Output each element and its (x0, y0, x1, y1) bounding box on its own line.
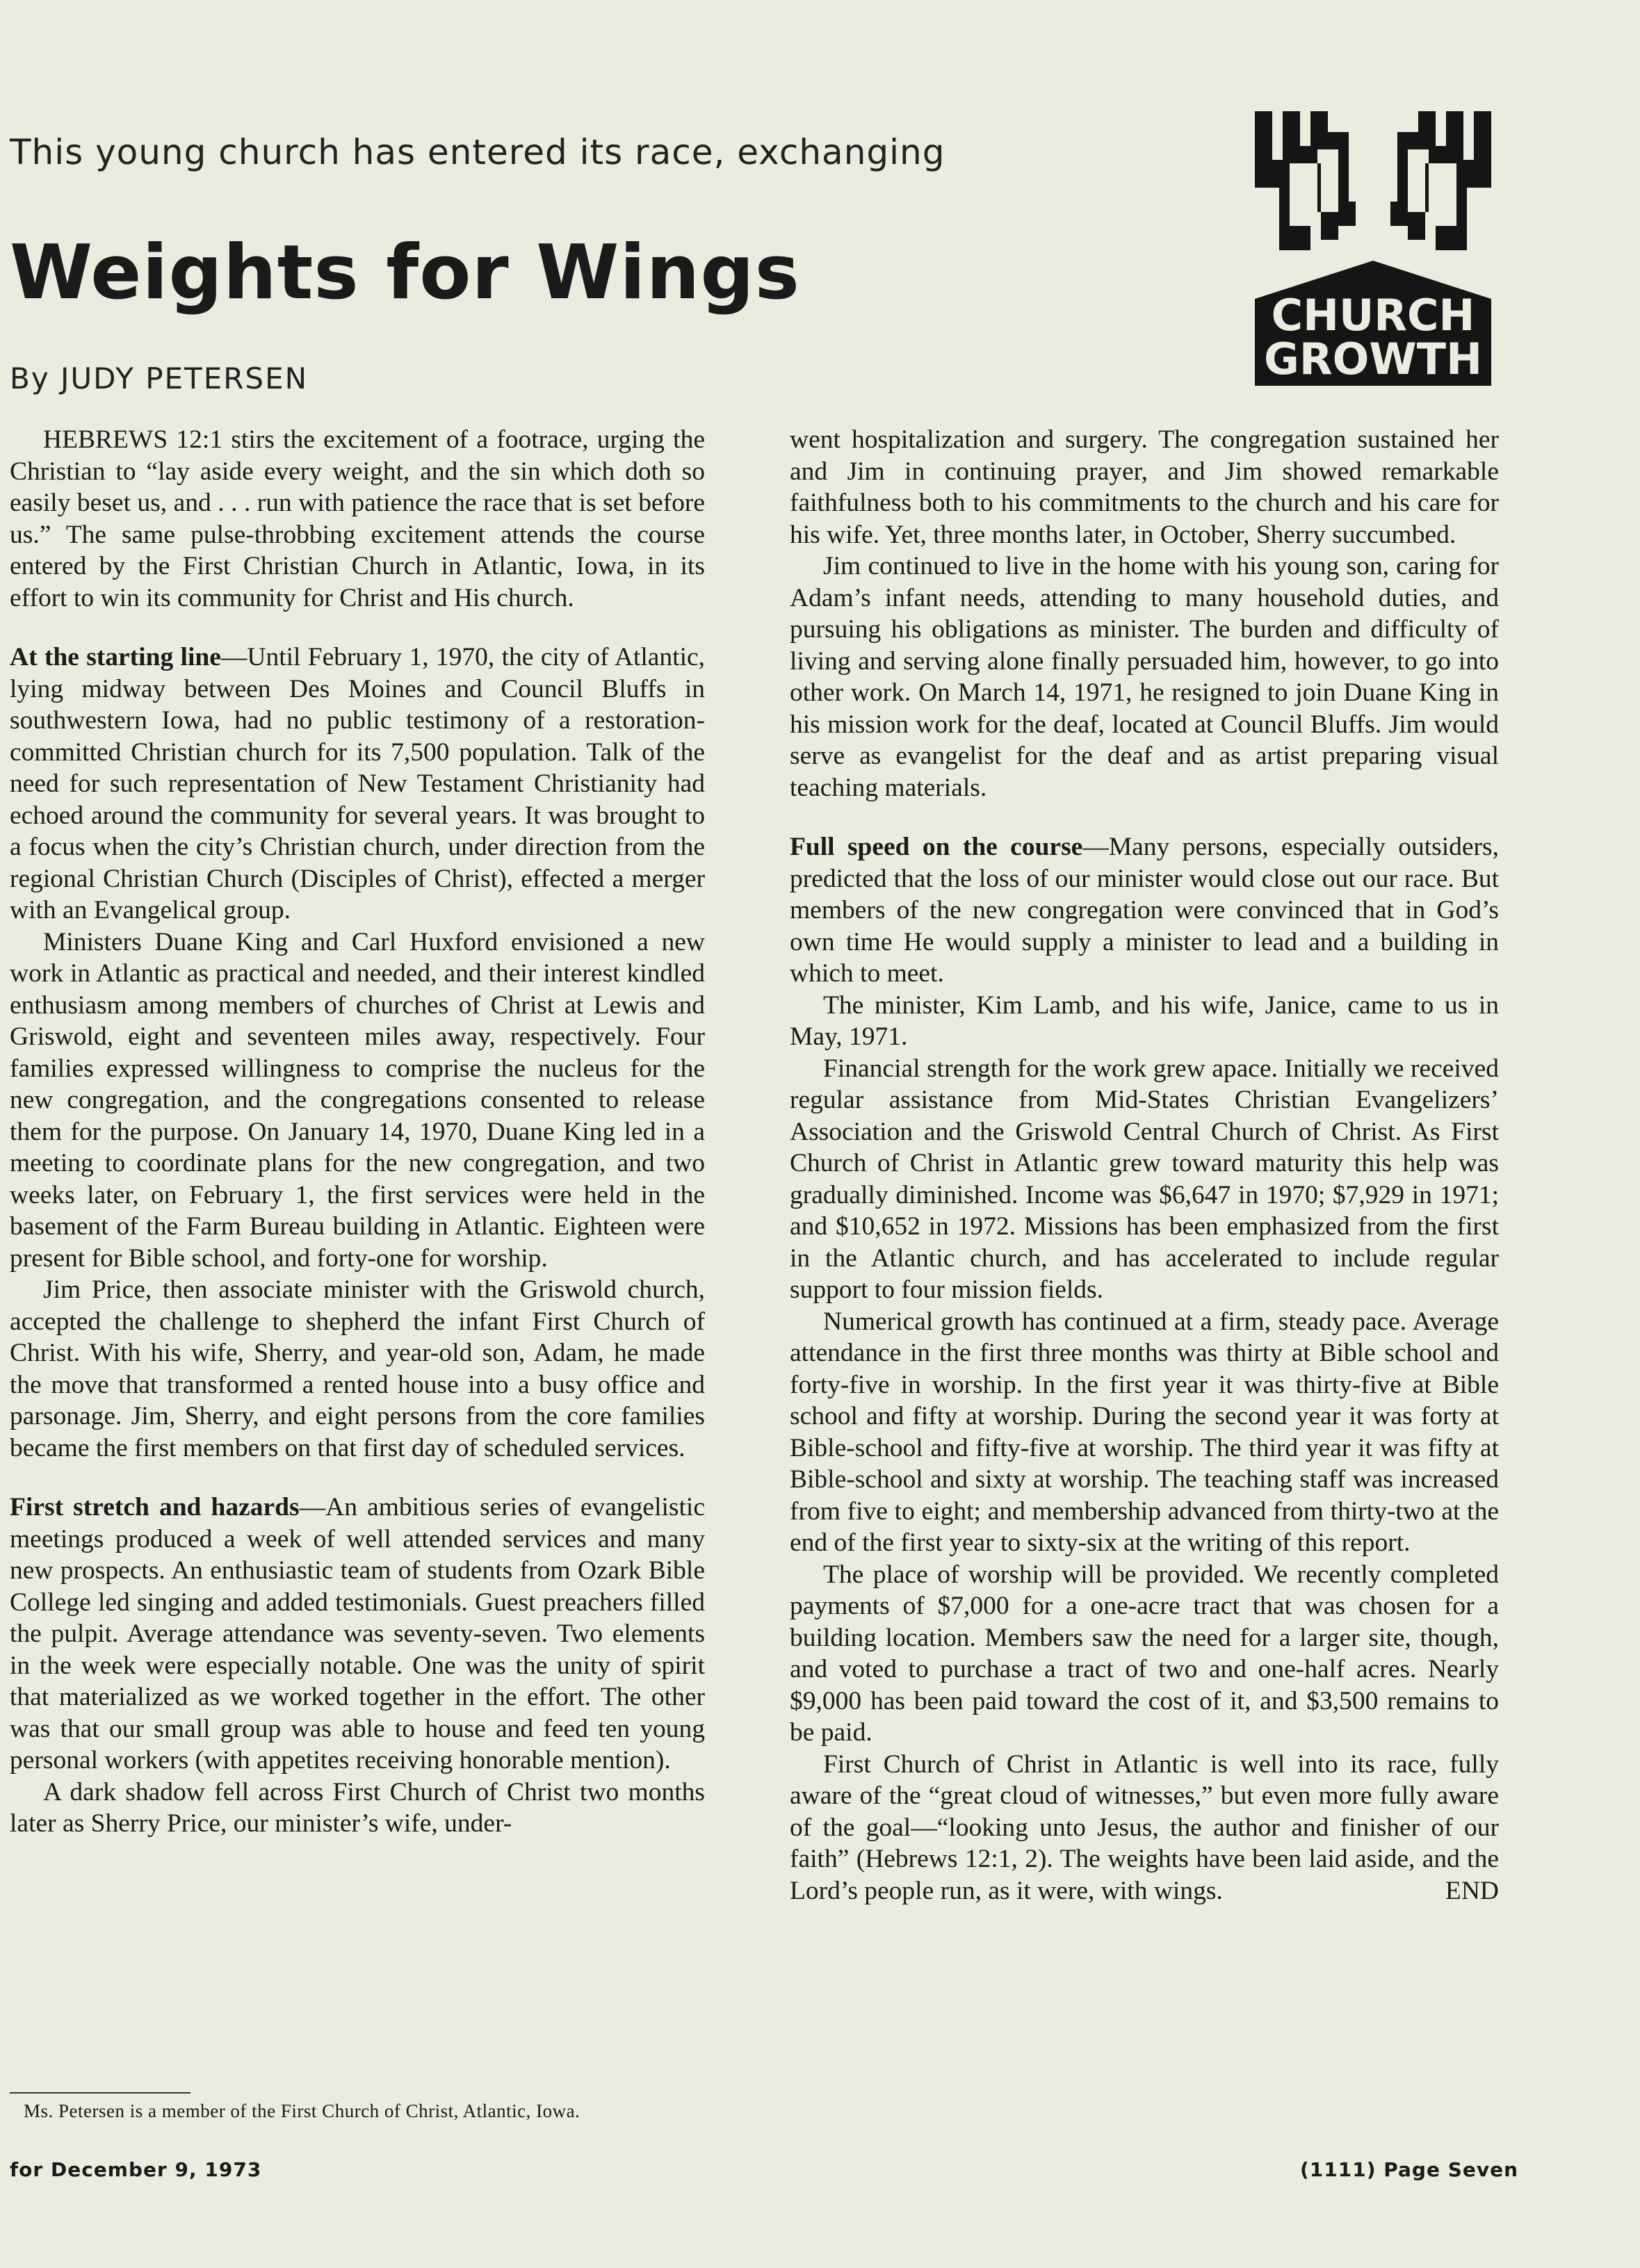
paragraph: Financial strength for the work grew apace. Initially we received regular assistance from Mid-States Christian Evangelizers’ Association and the Griswold Central Church of Christ. As First Church of Christ in Atlantic grew toward maturity this help was gradually diminished. Income was $6,647 in 1970; $7,929 in 1971; and $10,652 in 1972. Missions has been emphasized from the first in the Atlantic church, and has accelerated to include regular support to four mission fields. (790, 1054, 1499, 1304)
paragraph: Jim continued to live in the home with his young son, caring for Adam’s infant needs, attending to many household duties, and pursuing his obligations as minister. The burden and difficulty of living and serving alone finally persuaded him, however, to go into other work. On March 14, 1971, he resigned to join Duane King in his mission work for the deaf, located at Council Bluffs. Jim would serve as evangelist for the deaf and as artist preparing visual teaching materials. (790, 552, 1499, 802)
section-text: —An ambitious series of evangelistic meetings produced a week of well attended services and many new prospects. An enthusiastic team of students from Ozark Bible College led singing and added testimonials. Guest preachers filled the pulpit. Average attendance was seventy-seven. Two elements in the week were especially notable. One was the unity of spirit that materialized as we worked together in the effort. The other was that our small group was able to house and feed ten young personal workers (with appetites receiving honorable mention). (10, 1493, 705, 1775)
article-title: Weights for Wings (10, 229, 800, 316)
paragraph: Jim Price, then associate minister with the Griswold church, accepted the challenge to shepherd the infant First Church of Christ. With his wife, Sherry, and year-old son, Adam, he made the move that transformed a rented house into a busy office and parsonage. Jim, Sherry, and eight persons from the core families became the first members on that first day of scheduled services. (10, 1275, 705, 1462)
church-growth-logo-icon (1251, 111, 1495, 393)
paragraph (790, 1749, 1499, 1907)
page-number: (1111) Page Seven (1300, 2158, 1519, 2181)
closing-text: First Church of Christ in Atlantic is well into its race, fully aware of the “great cloud of witnesses,” but even more fully aware of the goal—“looking unto Jesus, the author and finisher of our faith” (Hebrews 12:1, 2). The weights have been laid aside, and the Lord’s people run, as it were, with wings. (790, 1749, 1499, 1905)
paragraph: Ministers Duane King and Carl Huxford envisioned a new work in Atlantic as practical and needed, and their interest kindled enthusiasm among members of churches of Christ at Lewis and Griswold, eight and seventeen miles away, respectively. Four families expressed willingness to comprise the nucleus for the new congregation, and the congregations consented to release them for the purpose. On January 14, 1970, Duane King led in a meeting to coordinate plans for the new congregation, and two weeks later, on February 1, the first services were held in the basement of the Farm Bureau building in Atlantic. Eighteen were present for Bible school, and forty-one for worship. (10, 927, 705, 1273)
article-kicker: This young church has entered its race, exchanging (10, 132, 945, 172)
paragraph: The minister, Kim Lamb, and his wife, Janice, came to us in May, 1971. (790, 990, 1499, 1051)
section-heading: Full speed on the course (790, 833, 1083, 861)
section-heading: First stretch and hazards (10, 1493, 300, 1521)
author-footnote: Ms. Petersen is a member of the First Church of Christ, Atlantic, Iowa. (24, 2100, 581, 2121)
paragraph: The place of worship will be provided. We recently completed payments of $7,000 for a one-acre tract that was chosen for a building location. Members saw the need for a larger site, though, and voted to purchase a tract of two and one-half acres. Nearly $9,000 has been paid toward the cost of it, and $3,500 remains to be paid. (790, 1560, 1499, 1747)
section-heading: At the starting line (10, 643, 221, 671)
right-column (790, 424, 1499, 1907)
section-text: —Until February 1, 1970, the city of Atlantic, lying midway between Des Moines and Council Bluffs in southwestern Iowa, had no public testimony of a restoration-committed Christian church for its 7,500 population. Talk of the need for such representation of New Testament Christianity had echoed around the community for several years. It was brought to a focus when the city’s Christian church, under direction from the regional Christian Church (Disciples of Christ), effected a merger with an Evangelical group. (10, 643, 706, 924)
section-paragraph (10, 1492, 705, 1777)
end-mark: END (1445, 1876, 1499, 1905)
logo-text-line2: GROWTH (1264, 334, 1482, 384)
paragraph: went hospitalization and surgery. The congregation sustained her and Jim in continuing prayer, and Jim showed remarkable faithfulness both to his commitments to the church and his care for his wife. Yet, three months later, in October, Sherry succumbed. (790, 425, 1499, 549)
footnote-divider (10, 2092, 190, 2094)
paragraph: HEBREWS 12:1 stirs the excitement of a footrace, urging the Christian to “lay aside every weight, and the sin which doth so easily beset us, and . . . run with patience the race that is set before us.” The same pulse-throbbing excitement attends the course entered by the First Christian Church in Atlantic, Iowa, in its effort to win its community for Christ and His church. (10, 425, 705, 612)
article-byline: By JUDY PETERSEN (10, 361, 309, 395)
paragraph: Numerical growth has continued at a firm, steady pace. Average attendance in the first three months was thirty at Bible school and forty-five in worship. In the first year it was thirty-five at Bible school and fifty at worship. During the second year it was forty at Bible-school and fifty-five at worship. The third year it was fifty at Bible-school and sixty at worship. The teaching staff was increased from five to eight; and membership advanced from thirty-two at the end of the first year to sixty-six at the writing of this report. (790, 1307, 1499, 1557)
section-text: —Many persons, especially outsiders, predicted that the loss of our minister would close out our race. But members of the new congregation were convinced that in God’s own time He would supply a minister to lead and a building in which to meet. (790, 833, 1499, 988)
logo-text-line1: CHURCH (1271, 290, 1475, 341)
paragraph: A dark shadow fell across First Church of Christ two months later as Sherry Price, our minister’s wife, under- (10, 1777, 705, 1838)
issue-date: for December 9, 1973 (10, 2158, 262, 2181)
section-paragraph (790, 831, 1499, 990)
left-column (10, 424, 705, 1840)
section-paragraph (10, 642, 705, 927)
